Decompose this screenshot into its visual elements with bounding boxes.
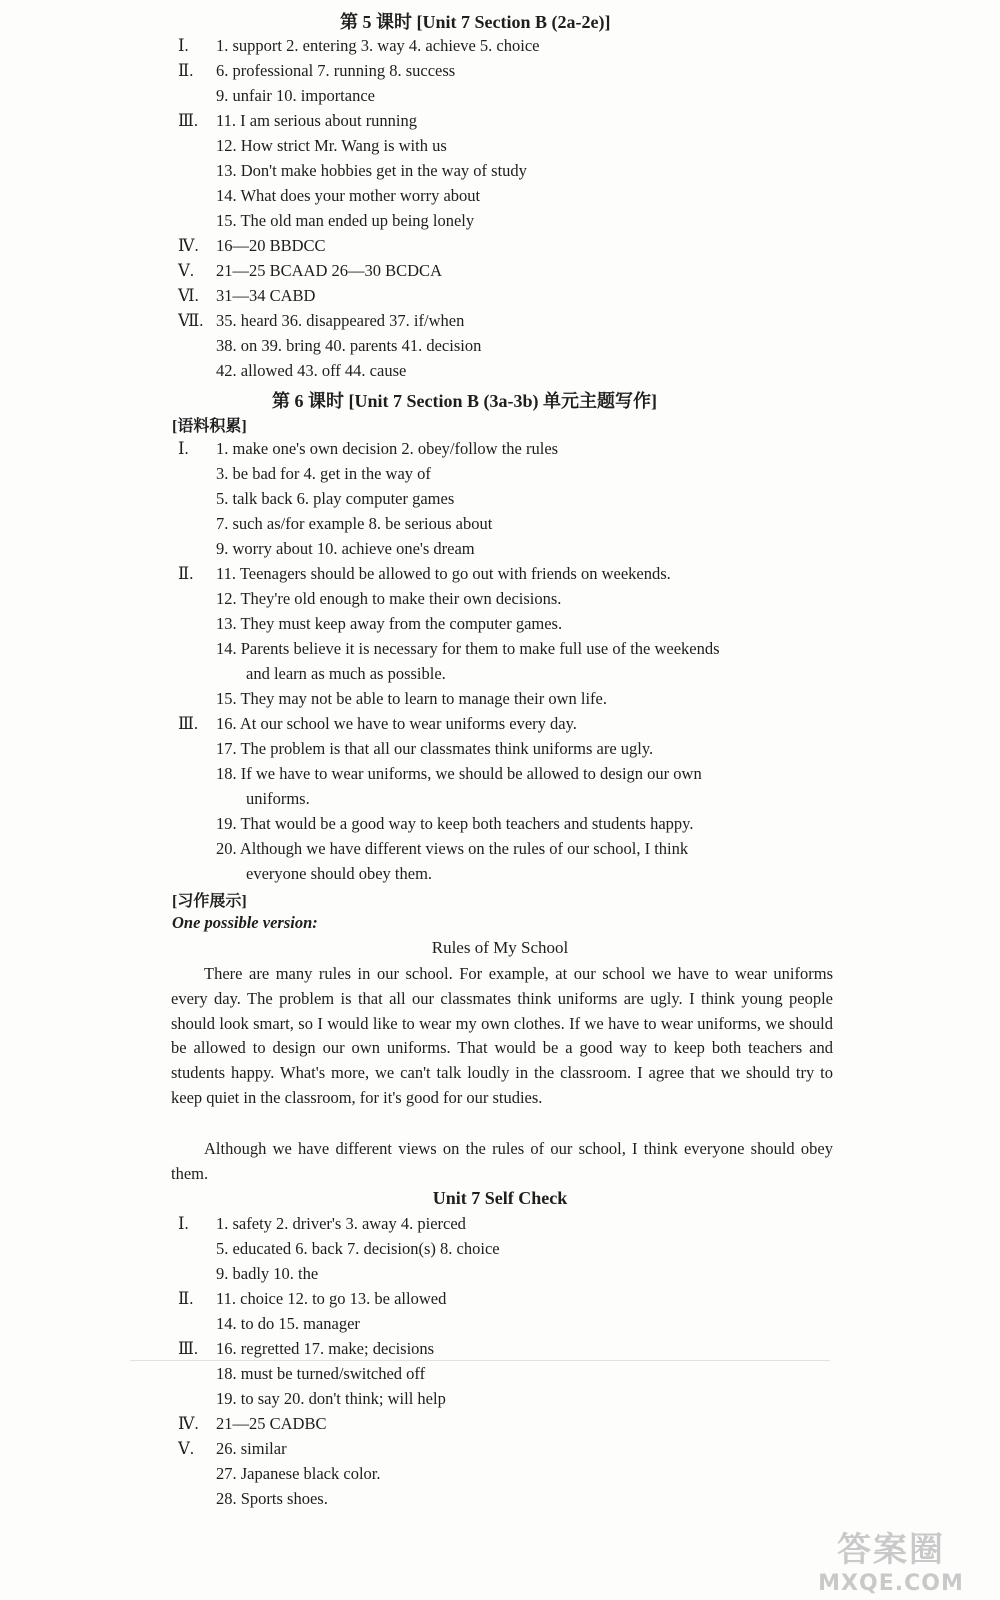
roman-numeral: Ⅵ.	[178, 286, 199, 305]
answer-text: 14. What does your mother worry about	[216, 186, 481, 205]
answer-text: 5. educated 6. back 7. decision(s) 8. choice	[216, 1239, 500, 1258]
answer-text: 9. worry about 10. achieve one's dream	[216, 539, 475, 558]
answer-line	[178, 714, 577, 734]
answer-line	[178, 361, 406, 381]
roman-numeral: Ⅱ.	[178, 61, 194, 80]
answer-line	[178, 286, 315, 306]
answer-text: 12. How strict Mr. Wang is with us	[216, 136, 447, 155]
roman-numeral: Ⅰ.	[178, 36, 189, 55]
answer-line-continued	[246, 789, 310, 809]
answer-text: 26. similar	[216, 1439, 287, 1458]
answer-text: 15. They may not be able to learn to manage their own life.	[216, 689, 607, 708]
watermark-url: MXQE.COM	[818, 1571, 964, 1596]
answer-text: 28. Sports shoes.	[216, 1489, 328, 1508]
answer-line	[178, 161, 527, 181]
answer-line	[178, 489, 454, 509]
answer-text: 20. Although we have different views on the rules of our school, I think	[216, 839, 689, 858]
answer-line	[178, 614, 562, 634]
watermark-logo	[806, 1522, 976, 1596]
lesson-5-title: 第 5 课时 [Unit 7 Section B (2a-2e)]	[340, 12, 611, 32]
answer-line	[178, 336, 481, 356]
roman-numeral: Ⅲ.	[178, 111, 199, 130]
answer-text: 1. safety 2. driver's 3. away 4. pierced	[216, 1214, 466, 1233]
answer-text: 18. must be turned/switched off	[216, 1364, 426, 1383]
answer-line-continued	[246, 664, 446, 684]
answer-line	[178, 1414, 326, 1434]
answer-line	[178, 589, 561, 609]
answer-text: 35. heard 36. disappeared 37. if/when	[216, 311, 465, 330]
answer-text: 18. If we have to wear uniforms, we should be allowed to design our own	[216, 764, 702, 783]
answer-line	[178, 236, 326, 256]
answer-text: 3. be bad for 4. get in the way of	[216, 464, 431, 483]
answer-line	[178, 1214, 466, 1234]
answer-line	[178, 1289, 446, 1309]
answer-line	[178, 1314, 360, 1334]
answer-line	[178, 464, 431, 484]
answer-line	[178, 61, 455, 81]
answer-line	[178, 514, 492, 534]
answer-line	[178, 36, 539, 56]
vocab-label: [语料积累]	[172, 418, 247, 435]
answer-line	[178, 261, 442, 281]
answer-text: 42. allowed 43. off 44. cause	[216, 361, 407, 380]
answer-text: 13. They must keep away from the computer games.	[216, 614, 563, 633]
answer-text: 11. I am serious about running	[216, 111, 418, 130]
answer-text: 1. support 2. entering 3. way 4. achieve 5. choice	[216, 36, 540, 55]
roman-numeral: Ⅴ.	[178, 261, 195, 280]
answer-text: 7. such as/for example 8. be serious about	[216, 514, 493, 533]
answer-text: 12. They're old enough to make their own decisions.	[216, 589, 562, 608]
roman-numeral: Ⅲ.	[178, 1339, 199, 1358]
answer-text: 1. make one's own decision 2. obey/follow the rules	[216, 439, 559, 458]
answer-line	[178, 739, 653, 759]
answer-line	[178, 839, 688, 859]
answer-text: 11. Teenagers should be allowed to go out with friends on weekends.	[216, 564, 671, 583]
answer-line	[178, 439, 558, 459]
answer-text: and learn as much as possible.	[246, 664, 446, 683]
answer-line	[178, 1464, 380, 1484]
roman-numeral: Ⅳ.	[178, 1414, 199, 1433]
answer-text: 14. Parents believe it is necessary for them to make full use of the weekends	[216, 639, 720, 658]
answer-line	[178, 1364, 425, 1384]
answer-line	[178, 186, 480, 206]
answer-line	[178, 1264, 318, 1284]
answer-text: 15. The old man ended up being lonely	[216, 211, 475, 230]
possible-version-label: One possible version:	[172, 913, 318, 932]
lesson-6-title: 第 6 课时 [Unit 7 Section B (3a-3b) 单元主题写作]	[272, 391, 657, 411]
answer-text: 17. The problem is that all our classmates think uniforms are ugly.	[216, 739, 654, 758]
answer-line	[178, 1389, 446, 1409]
answer-text: 9. badly 10. the	[216, 1264, 319, 1283]
answer-line	[178, 564, 671, 584]
answer-line	[178, 86, 375, 106]
answer-text: 21—25 CADBC	[216, 1414, 327, 1433]
answer-line	[178, 814, 693, 834]
answer-text: 21—25 BCAAD 26—30 BCDCA	[216, 261, 442, 280]
answer-line	[178, 539, 475, 559]
answer-line	[178, 1489, 328, 1509]
answer-text: 19. to say 20. don't think; will help	[216, 1389, 446, 1408]
self-check-title: Unit 7 Self Check	[432, 1188, 568, 1208]
answer-text: uniforms.	[246, 789, 310, 808]
answer-line	[178, 1339, 434, 1359]
divider	[130, 1360, 830, 1361]
answer-line	[178, 1239, 500, 1259]
answer-text: 14. to do 15. manager	[216, 1314, 360, 1333]
essay-title: Rules of My School	[431, 938, 569, 957]
answer-line	[178, 689, 607, 709]
answer-line-continued	[246, 864, 432, 884]
answer-text: everyone should obey them.	[246, 864, 433, 883]
answer-line	[178, 111, 417, 131]
answer-text: 19. That would be a good way to keep both teachers and students happy.	[216, 814, 694, 833]
answer-text: 11. choice 12. to go 13. be allowed	[216, 1289, 447, 1308]
essay-paragraph-1: There are many rules in our school. For example, at our school we have to wear uniforms every day. The problem is that all our classmates think uniforms are ugly. I think young people should look smart, so I would like to wear my own clothes. If we have to wear uniforms, we should be allowed to design our own uniforms. That would be a good way to keep both teachers and students happy. What's more, we can't talk loudly in the classroom. I agree that we should try to keep quiet in the classroom, for it's good for our studies.	[171, 964, 833, 1107]
writing-showcase-label: [习作展示]	[172, 893, 247, 910]
roman-numeral: Ⅱ.	[178, 564, 194, 583]
essay-paragraph-2: Although we have different views on the rules of our school, I think everyone should obey them.	[171, 1139, 833, 1183]
answer-text: 16—20 BBDCC	[216, 236, 326, 255]
answer-text: 13. Don't make hobbies get in the way of study	[216, 161, 527, 180]
answer-text: 27. Japanese black color.	[216, 1464, 381, 1483]
answer-text: 16. regretted 17. make; decisions	[216, 1339, 435, 1358]
answer-line	[178, 136, 447, 156]
answer-text: 6. professional 7. running 8. success	[216, 61, 456, 80]
answer-text: 9. unfair 10. importance	[216, 86, 375, 105]
roman-numeral: Ⅴ.	[178, 1439, 195, 1458]
roman-numeral: Ⅱ.	[178, 1289, 194, 1308]
answer-line	[178, 311, 464, 331]
answer-line	[178, 1439, 287, 1459]
answer-line	[178, 639, 720, 659]
answer-text: 38. on 39. bring 40. parents 41. decision	[216, 336, 482, 355]
roman-numeral: Ⅰ.	[178, 1214, 189, 1233]
answer-text: 5. talk back 6. play computer games	[216, 489, 455, 508]
watermark-text: 答案圈	[837, 1530, 945, 1570]
roman-numeral: Ⅶ.	[178, 311, 204, 330]
roman-numeral: Ⅲ.	[178, 714, 199, 733]
roman-numeral: Ⅳ.	[178, 236, 199, 255]
answer-line	[178, 211, 474, 231]
answer-line	[178, 764, 702, 784]
answer-text: 16. At our school we have to wear uniforms every day.	[216, 714, 577, 733]
answer-text: 31—34 CABD	[216, 286, 316, 305]
roman-numeral: Ⅰ.	[178, 439, 189, 458]
